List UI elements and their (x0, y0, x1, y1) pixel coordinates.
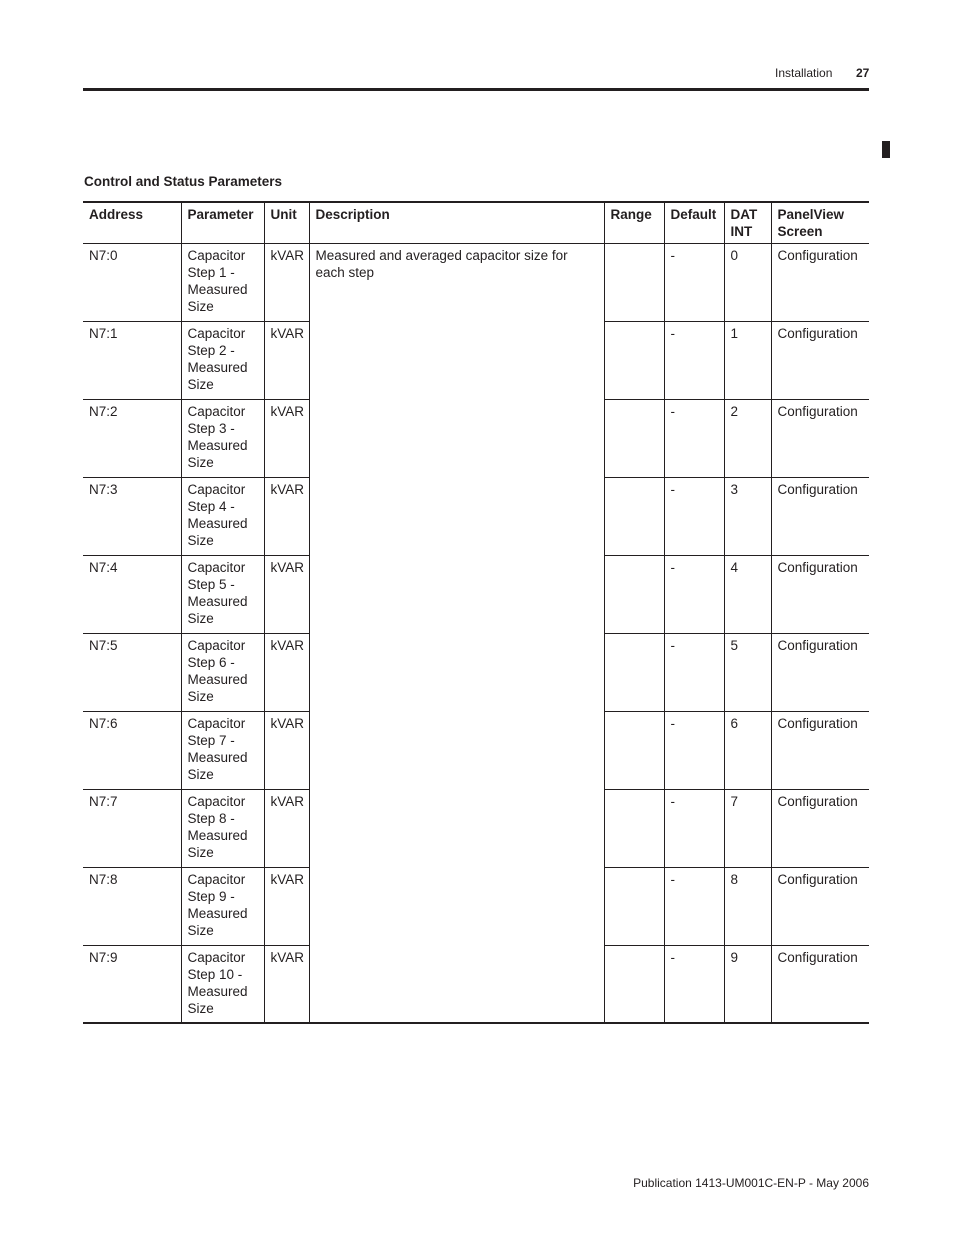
dat-int-cell: 0 (724, 243, 771, 321)
address-cell: N7:5 (83, 633, 181, 711)
panelview-screen-cell: Configuration (771, 633, 869, 711)
address-cell: N7:4 (83, 555, 181, 633)
panelview-screen-cell: Configuration (771, 399, 869, 477)
default-cell: - (664, 867, 724, 945)
address-cell: N7:7 (83, 789, 181, 867)
unit-cell: kVAR (264, 555, 309, 633)
parameter-cell: Capacitor Step 10 - Measured Size (181, 945, 264, 1023)
unit-cell: kVAR (264, 945, 309, 1023)
parameter-cell: Capacitor Step 8 - Measured Size (181, 789, 264, 867)
range-cell (604, 477, 664, 555)
range-cell (604, 399, 664, 477)
column-header-panelview-screen: PanelView Screen (771, 202, 869, 243)
page-number: 27 (856, 66, 870, 80)
table-title: Control and Status Parameters (84, 174, 283, 189)
dat-int-cell: 7 (724, 789, 771, 867)
parameter-cell: Capacitor Step 9 - Measured Size (181, 867, 264, 945)
dat-int-cell: 2 (724, 399, 771, 477)
parameter-cell: Capacitor Step 1 - Measured Size (181, 243, 264, 321)
chapter-margin-marker (882, 141, 890, 158)
unit-cell: kVAR (264, 321, 309, 399)
unit-cell: kVAR (264, 243, 309, 321)
dat-int-cell: 4 (724, 555, 771, 633)
panelview-screen-cell: Configuration (771, 321, 869, 399)
panelview-screen-cell: Configuration (771, 711, 869, 789)
dat-int-cell: 1 (724, 321, 771, 399)
column-header-default: Default (664, 202, 724, 243)
dat-int-cell: 6 (724, 711, 771, 789)
column-header-dat-int: DAT INT (724, 202, 771, 243)
parameter-cell: Capacitor Step 4 - Measured Size (181, 477, 264, 555)
table-header-row (83, 202, 869, 243)
column-header-range: Range (604, 202, 664, 243)
default-cell: - (664, 555, 724, 633)
panelview-screen-cell: Configuration (771, 867, 869, 945)
running-header-section: Installation (775, 66, 833, 80)
dat-int-cell: 5 (724, 633, 771, 711)
column-header-unit: Unit (264, 202, 309, 243)
default-cell: - (664, 945, 724, 1023)
address-cell: N7:1 (83, 321, 181, 399)
default-cell: - (664, 321, 724, 399)
address-cell: N7:3 (83, 477, 181, 555)
range-cell (604, 711, 664, 789)
default-cell: - (664, 711, 724, 789)
address-cell: N7:9 (83, 945, 181, 1023)
unit-cell: kVAR (264, 477, 309, 555)
publication-footer: Publication 1413-UM001C-EN-P - May 2006 (633, 1176, 869, 1190)
range-cell (604, 789, 664, 867)
column-header-description: Description (309, 202, 604, 243)
range-cell (604, 555, 664, 633)
default-cell: - (664, 789, 724, 867)
range-cell (604, 945, 664, 1023)
control-status-parameters-table (83, 201, 869, 1024)
panelview-screen-cell: Configuration (771, 945, 869, 1023)
address-cell: N7:2 (83, 399, 181, 477)
default-cell: - (664, 399, 724, 477)
panelview-screen-cell: Configuration (771, 555, 869, 633)
address-cell: N7:0 (83, 243, 181, 321)
default-cell: - (664, 633, 724, 711)
table-row (83, 243, 869, 321)
range-cell (604, 867, 664, 945)
header-rule (83, 88, 869, 91)
range-cell (604, 243, 664, 321)
parameter-cell: Capacitor Step 7 - Measured Size (181, 711, 264, 789)
parameter-cell: Capacitor Step 2 - Measured Size (181, 321, 264, 399)
dat-int-cell: 3 (724, 477, 771, 555)
parameter-cell: Capacitor Step 3 - Measured Size (181, 399, 264, 477)
default-cell: - (664, 243, 724, 321)
parameter-cell: Capacitor Step 5 - Measured Size (181, 555, 264, 633)
unit-cell: kVAR (264, 867, 309, 945)
unit-cell: kVAR (264, 399, 309, 477)
parameter-cell: Capacitor Step 6 - Measured Size (181, 633, 264, 711)
panelview-screen-cell: Configuration (771, 789, 869, 867)
default-cell: - (664, 477, 724, 555)
unit-cell: kVAR (264, 789, 309, 867)
column-header-parameter: Parameter (181, 202, 264, 243)
address-cell: N7:8 (83, 867, 181, 945)
unit-cell: kVAR (264, 633, 309, 711)
description-cell: Measured and averaged capacitor size for each step (309, 243, 604, 1023)
dat-int-cell: 8 (724, 867, 771, 945)
panelview-screen-cell: Configuration (771, 477, 869, 555)
range-cell (604, 321, 664, 399)
dat-int-cell: 9 (724, 945, 771, 1023)
panelview-screen-cell: Configuration (771, 243, 869, 321)
address-cell: N7:6 (83, 711, 181, 789)
column-header-address: Address (83, 202, 181, 243)
range-cell (604, 633, 664, 711)
unit-cell: kVAR (264, 711, 309, 789)
